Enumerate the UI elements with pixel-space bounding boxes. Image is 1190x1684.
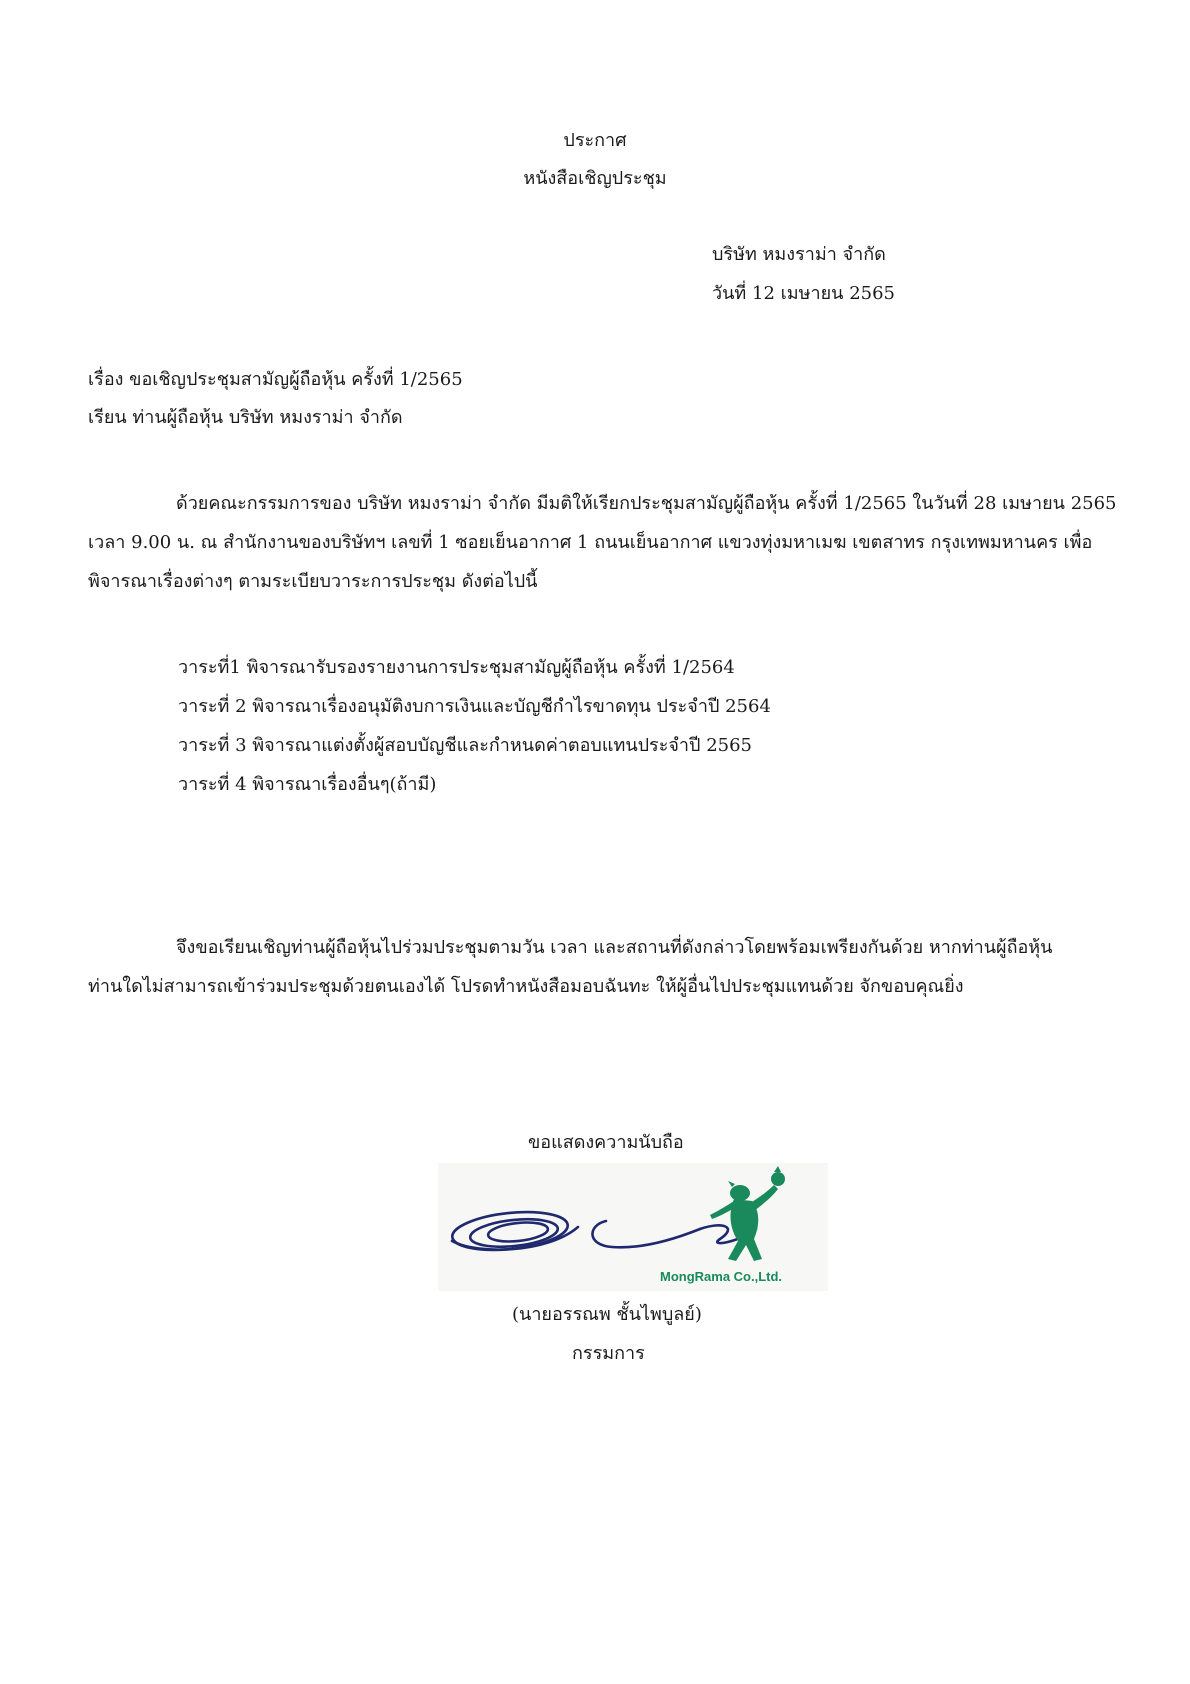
bear-holding-ball-icon xyxy=(710,1166,785,1261)
body-paragraph-line-1: ด้วยคณะกรรมการของ บริษัท หมงราม่า จำกัด มีมติให้เรียกประชุมสามัญผู้ถือหุ้น ครั้งที่ 1/2565 ในวันที่ 28 เมษายน 2565 xyxy=(176,493,1117,514)
body-paragraph-line-3: พิจารณาเรื่องต่างๆ ตามระเบียบวาระการประชุม ดังต่อไปนี้ xyxy=(88,571,538,592)
agenda-item-3: วาระที่ 3 พิจารณาแต่งตั้งผู้สอบบัญชีและกำหนดค่าตอบแทนประจำปี 2565 xyxy=(178,735,752,756)
body-paragraph-line-2: เวลา 9.00 น. ณ สำนักงานของบริษัทฯ เลขที่ 1 ซอยเย็นอากาศ 1 ถนนเย็นอากาศ แขวงทุ่งมหาเมฆ เขตสาทร กรุงเทพมหานคร เพื่อ xyxy=(88,532,1093,553)
handwritten-signature xyxy=(450,1207,756,1255)
signature-drawing xyxy=(438,1163,828,1291)
agenda-item-1: วาระที่1 พิจารณารับรองรายงานการประชุมสามัญผู้ถือหุ้น ครั้งที่ 1/2564 xyxy=(178,657,735,678)
closing-paragraph-line-1: จึงขอเรียนเชิญท่านผู้ถือหุ้นไปร่วมประชุมตามวัน เวลา และสถานที่ดังกล่าวโดยพร้อมเพรียงกันด้วย หากท่านผู้ถือหุ้น xyxy=(176,937,1053,958)
subject-line: เรื่อง ขอเชิญประชุมสามัญผู้ถือหุ้น ครั้งที่ 1/2565 xyxy=(88,369,463,390)
addressee-line: เรียน ท่านผู้ถือหุ้น บริษัท หมงราม่า จำกัด xyxy=(88,407,403,428)
agenda-item-2: วาระที่ 2 พิจารณาเรื่องอนุมัติงบการเงินและบัญชีกำไรขาดทุน ประจำปี 2564 xyxy=(178,696,771,717)
stamp-company-text: MongRama Co.,Ltd. xyxy=(660,1269,783,1284)
agenda-item-4: วาระที่ 4 พิจารณาเรื่องอื่นๆ(ถ้ามี) xyxy=(178,774,437,795)
document-date: วันที่ 12 เมษายน 2565 xyxy=(712,283,895,304)
page-title: ประกาศ xyxy=(563,130,627,151)
signer-title: กรรมการ xyxy=(572,1343,645,1364)
signature-stamp-area xyxy=(438,1163,828,1291)
signer-name: (นายอรรณพ ชั้นไพบูลย์) xyxy=(512,1304,702,1325)
page-subtitle: หนังสือเชิญประชุม xyxy=(523,168,667,189)
regards-text: ขอแสดงความนับถือ xyxy=(528,1132,684,1153)
closing-paragraph-line-2: ท่านใดไม่สามารถเข้าร่วมประชุมด้วยตนเองได้ โปรดทำหนังสือมอบฉันทะ ให้ผู้อื่นไปประชุมแทนด้วย จักขอบคุณยิ่ง xyxy=(88,976,964,997)
sender-company: บริษัท หมงราม่า จำกัด xyxy=(712,244,886,265)
